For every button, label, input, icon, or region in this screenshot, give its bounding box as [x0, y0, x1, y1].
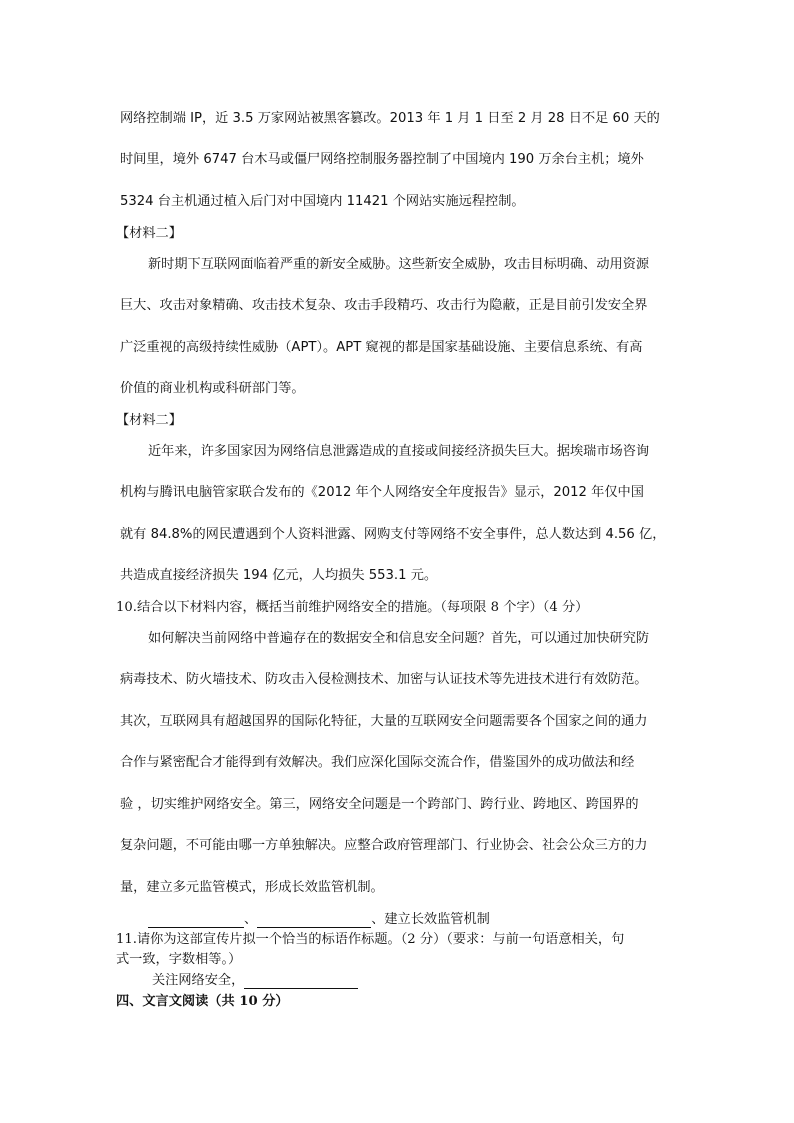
- answer-fixed-text: 、建立长效监管机制: [371, 912, 490, 927]
- answer-prefix: 关注网络安全，: [152, 973, 245, 988]
- paragraph-line: 机构与腾讯电脑管家联合发布的《2012 年个人网络安全年度报告》显示，2012 年仅中国: [120, 485, 644, 500]
- paragraph-line: 新时期下互联网面临着严重的新安全威胁。这些新安全威胁，攻击目标明确、动用资源: [148, 257, 650, 272]
- paragraph-line: 合作与紧密配合才能得到有效解决。我们应深化国际交流合作，借鉴国外的成功做法和经: [120, 755, 635, 770]
- material-heading: 【材料二】: [116, 226, 182, 241]
- question-10-prompt: 10.结合以下材料内容，概括当前维护网络安全的措施。（每项限 8 个字）（4 分）: [116, 600, 589, 615]
- question-11-answer-row: [152, 973, 358, 989]
- paragraph-line: 就有 84.8%的网民遭遇到个人资料泄露、网购支付等网络不安全事件，总人数达到 4.56 亿，: [120, 527, 666, 542]
- answer-separator: 、: [244, 912, 258, 927]
- paragraph-line: 时间里，境外 6747 台木马或僵尸网络控制服务器控制了中国境内 190 万余台主机；境外: [120, 152, 644, 167]
- paragraph-line: 近年来，许多国家因为网络信息泄露造成的直接或间接经济损失巨大。据埃瑞市场咨询: [148, 444, 650, 459]
- answer-blank-2[interactable]: [257, 913, 371, 928]
- answer-blank-1[interactable]: [148, 913, 244, 928]
- paragraph-line: 共造成直接经济损失 194 亿元，人均损失 553.1 元。: [120, 568, 438, 583]
- section-heading: 四、文言文阅读（共 10 分）: [116, 994, 289, 1009]
- paragraph-line: 量，建立多元监管模式，形成长效监管机制。: [120, 880, 384, 895]
- question-10-answer-row: [148, 912, 490, 928]
- paragraph-line: 验 ，切实维护网络安全。第三，网络安全问题是一个跨部门、跨行业、跨地区、跨国界的: [120, 797, 639, 812]
- material-heading: 【材料二】: [116, 413, 182, 428]
- paragraph-line: 巨大、攻击对象精确、攻击技术复杂、攻击手段精巧、攻击行为隐蔽，正是目前引发安全界: [120, 298, 648, 313]
- answer-blank-3[interactable]: [244, 974, 358, 989]
- paragraph-line: 病毒技术、防火墙技术、防攻击入侵检测技术、加密与认证技术等先进技术进行有效防范。: [120, 672, 648, 687]
- question-11-prompt: 11.请你为这部宣传片拟一个恰当的标语作标题。（2 分）（要求：与前一句语意相关，句: [116, 932, 625, 947]
- paragraph-line: 5324 台主机通过植入后门对中国境内 11421 个网站实施远程控制。: [120, 194, 525, 209]
- paragraph-line: 其次，互联网具有超越国界的国际化特征，大量的互联网安全问题需要各个国家之间的通力: [120, 714, 648, 729]
- paragraph-line: 如何解决当前网络中普遍存在的数据安全和信息安全问题？首先，可以通过加快研究防: [148, 631, 650, 646]
- paragraph-line: 广泛重视的高级持续性威胁（APT）。APT 窥视的都是国家基础设施、主要信息系统、有高: [120, 340, 643, 355]
- paragraph-line: 网络控制端 IP，近 3.5 万家网站被黑客篡改。2013 年 1 月 1 日至 2 月 28 日不足 60 天的: [120, 111, 660, 126]
- question-11-prompt: 式一致，字数相等。）: [116, 952, 242, 967]
- paragraph-line: 价值的商业机构或科研部门等。: [120, 381, 305, 396]
- paragraph-line: 复杂问题，不可能由哪一方单独解决。应整合政府管理部门、行业协会、社会公众三方的力: [120, 838, 648, 853]
